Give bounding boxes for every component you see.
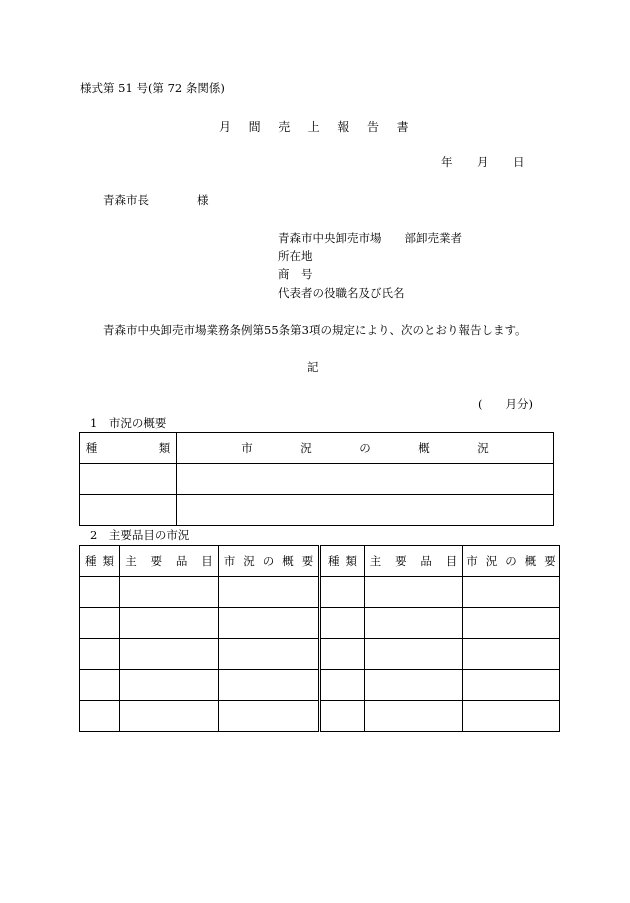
item-name-cell [120,701,219,732]
item-name-cell-right [365,701,463,732]
item-type-cell-right [320,608,365,639]
market-overview-table [79,432,554,526]
item-overview-cell [219,639,320,670]
overview-summary-cell [177,464,554,495]
item-name-cell [120,608,219,639]
addressee-name: 青森市長 [103,193,149,207]
form-number-label: 様式第 51 号(第 72 条関係) [80,81,225,95]
item-type-cell-right [320,670,365,701]
date-line: 年 月 日 [441,155,525,169]
item-overview-cell-right [463,670,560,701]
item-overview-cell-right [463,701,560,732]
item-overview-cell-right [463,639,560,670]
item-name-cell-right [365,639,463,670]
item-name-header-right [365,546,471,577]
overview-summary-cell [177,495,554,526]
item-type-cell-right [320,639,365,670]
item-overview-header-right [463,546,564,577]
item-overview-cell [219,577,320,608]
overview-type-cell [80,464,177,495]
reporter-trade-name-label: 商 号 [278,267,313,281]
item-name-header [120,546,227,577]
main-items-table [79,545,564,732]
item-type-cell [80,701,120,732]
reporter-address-label: 所在地 [278,249,313,263]
item-name-cell-right [365,608,463,639]
item-name-cell-right [365,670,463,701]
item-name-header-right-label: 主要品目 [369,554,471,568]
overview-type-cell [80,495,177,526]
table-row [80,701,560,732]
item-overview-cell-right [463,577,560,608]
table-row [80,577,560,608]
overview-type-header [80,433,232,464]
item-overview-cell [219,670,320,701]
table-row [80,639,560,670]
reporter-market-line: 青森市中央卸売市場 部卸売業者 [278,231,462,245]
table-row [80,495,554,526]
table-row [80,464,554,495]
section2-heading: 2 主要品目の市況 [90,528,190,542]
table-header-row [80,546,560,577]
item-type-cell [80,608,120,639]
table-row [80,608,560,639]
item-name-header-label: 主要品目 [125,554,227,568]
section1-heading: 1 市況の概要 [90,416,167,430]
item-overview-header-right-label: 市況の概要 [466,554,564,568]
item-type-header-label: 種類 [85,554,120,568]
item-overview-cell-right [463,608,560,639]
item-type-cell [80,639,120,670]
item-name-cell [120,639,219,670]
item-type-cell-right [320,701,365,732]
report-period: ( 月分) [478,397,533,411]
item-overview-cell [219,701,320,732]
reporter-representative-label: 代表者の役職名及び氏名 [278,286,405,300]
item-overview-cell [219,608,320,639]
item-overview-header-label: 市況の概要 [223,554,322,568]
addressee-honorific: 様 [197,193,209,207]
item-overview-header [219,546,320,577]
table-row [80,670,560,701]
item-type-header [80,546,120,577]
overview-summary-header [177,433,554,464]
item-type-header-right-label: 種類 [328,554,363,568]
item-type-cell-right [320,577,365,608]
note-marker: 記 [307,360,319,374]
item-type-cell [80,670,120,701]
document-title: 月間売上報告書 [219,120,427,134]
item-name-cell [120,577,219,608]
item-type-header-right [320,546,365,577]
item-type-cell [80,577,120,608]
item-name-cell-right [365,577,463,608]
overview-summary-header-label: 市況の概況 [241,441,537,455]
overview-type-header-label: 種類 [85,441,232,455]
report-statement: 青森市中央卸売市場業務条例第55条第3項の規定により、次のとおり報告します。 [103,323,527,337]
item-name-cell [120,670,219,701]
table-header-row [80,433,554,464]
